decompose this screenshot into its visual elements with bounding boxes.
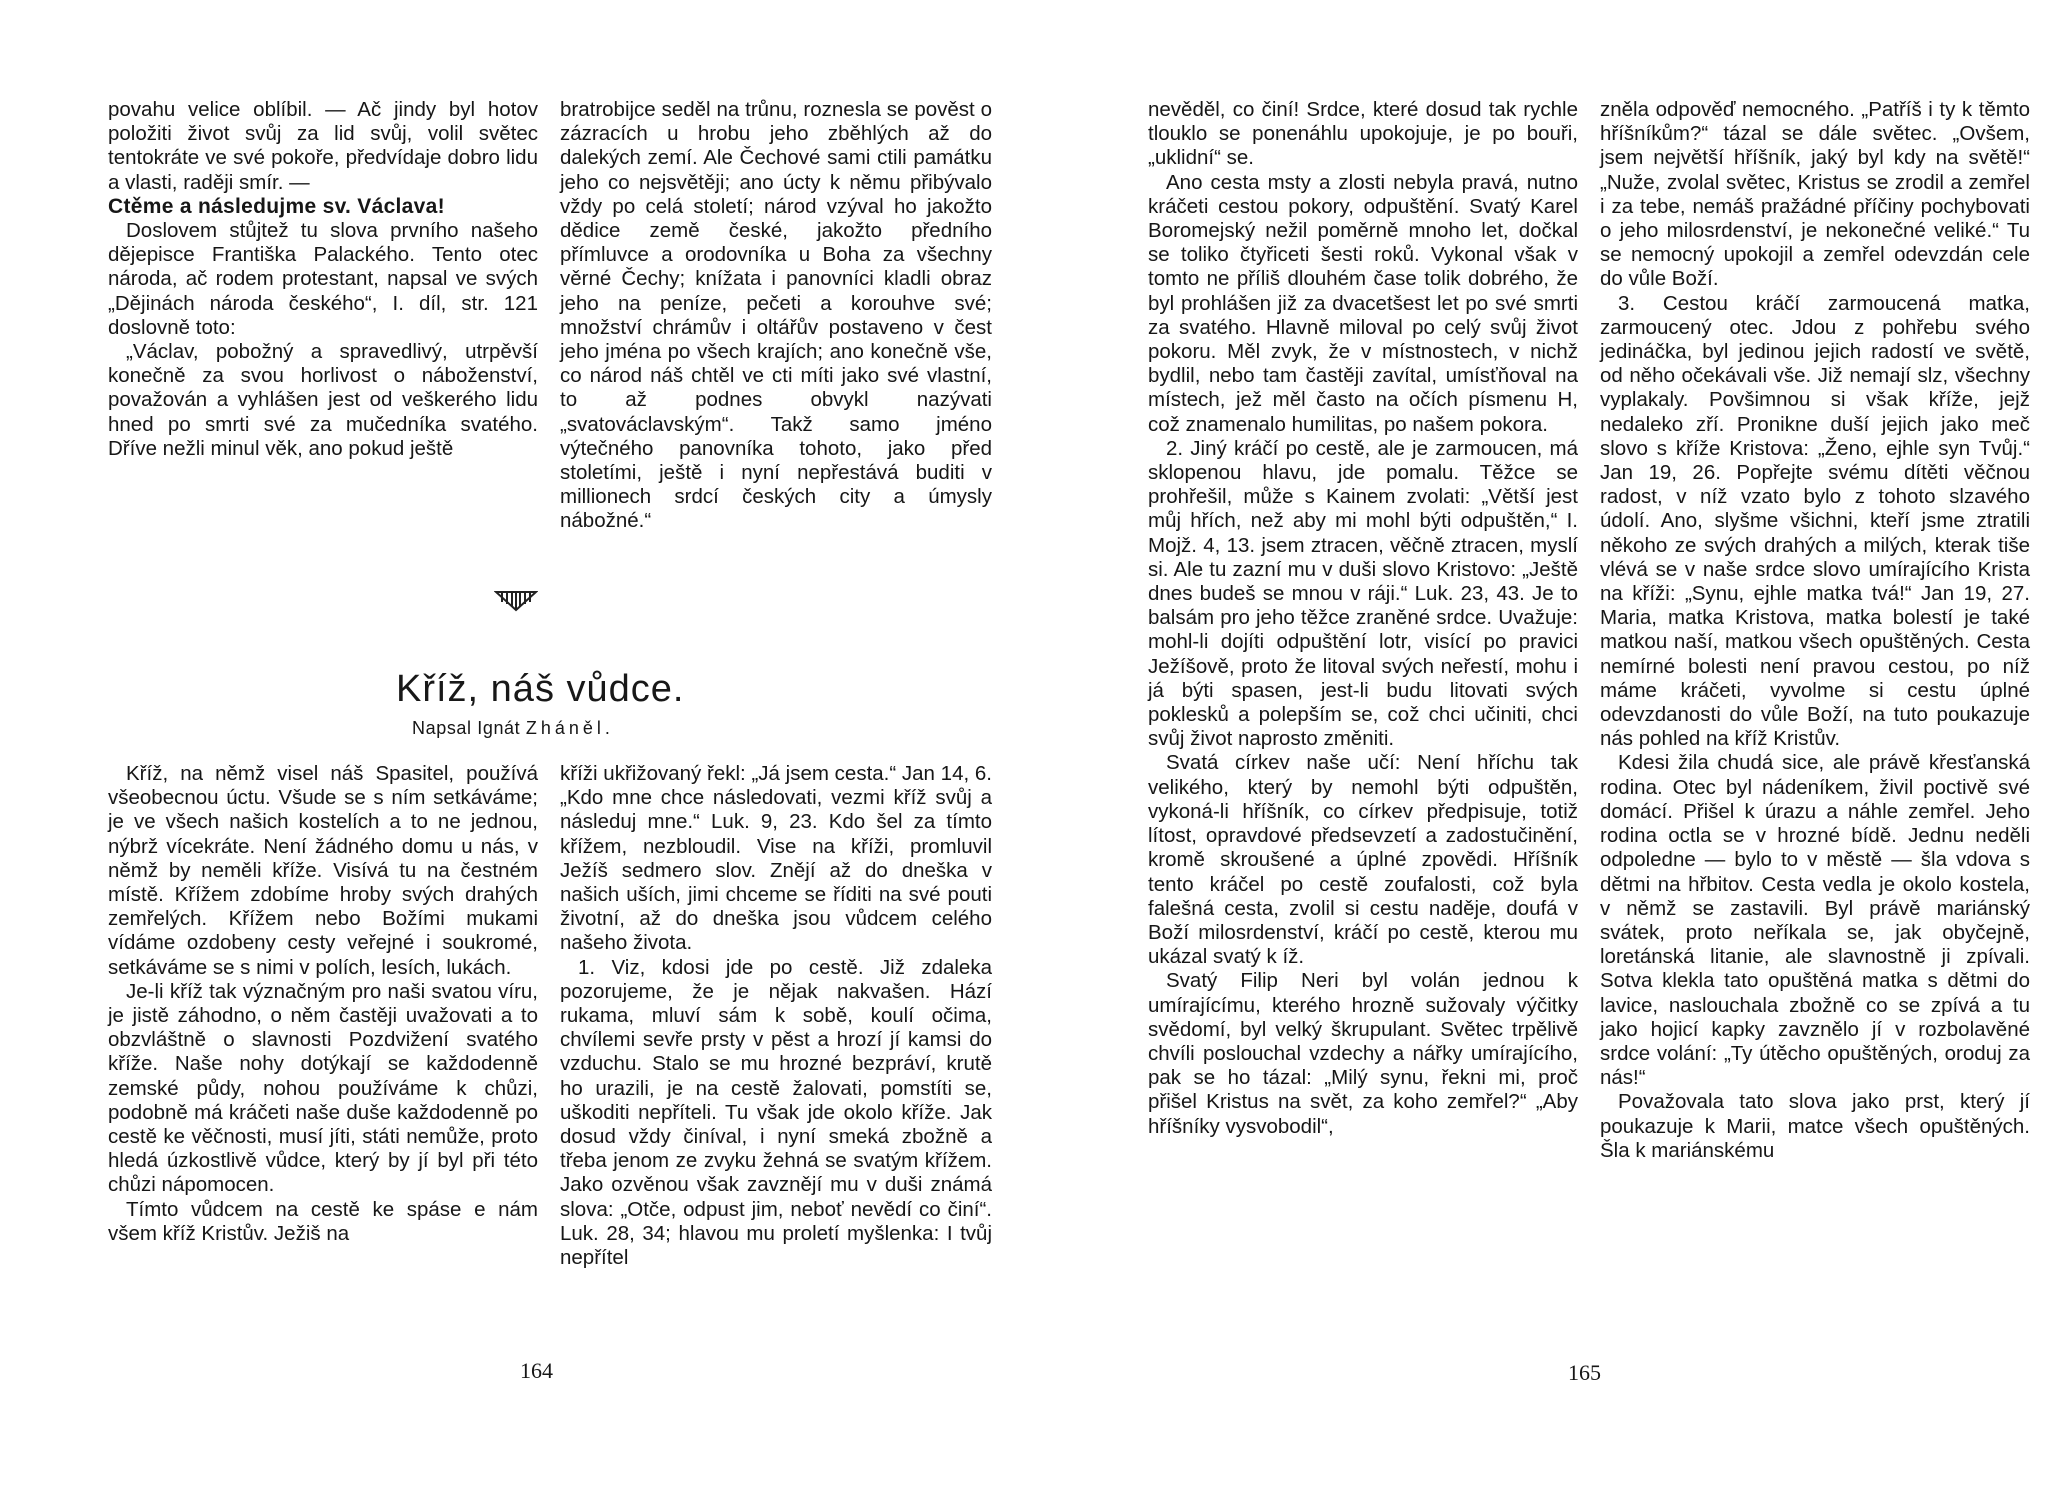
paragraph: kříži ukřižovaný řekl: „Já jsem cesta.“ Jan 14, 6. „Kdo mne chce následovati, vezmi kříž svůj a následuj mne.“ Luk. 9, 23. Kdo šel za tímto křížem, nezbloudil. Vise na kříži, promluvil Ježíš sedmero slov. Znějí až do dneška v našich uších, jimi chceme se říditi na své pouti životní, až do dneška jsou vůdcem celého našeho života. xyxy=(560,762,992,955)
section-heading: Ctěme a následujme sv. Václava! xyxy=(108,194,445,218)
decorative-vignette-icon xyxy=(494,588,538,614)
right-col2 xyxy=(1600,98,2030,1163)
author-name: Zháněl. xyxy=(525,718,614,738)
paragraph: Je-li kříž tak význačným pro naši svatou víru, je jistě záhodno, o něm častěji uvažovati a to obzvláštně o slavnosti Pozdvižení svatého kříže. Naše nohy dotýkají se každodenně zemské půdy, nohou používáme k chůzi, podobně má kráčeti naše duše každodenně po cestě ke věčnosti, musí jíti, státi nemůže, proto hledá úzkostlivě vůdce, který by jí byl při této chůzi nápomocen. xyxy=(108,979,538,1197)
paragraph: Svatý Filip Neri byl volán jednou k umírajícímu, kterého hrozně sužovaly výčitky svědomí, byl velký škrupulant. Světec trpělivě chvíli poslouchal vzdechy a nářky umírajícího, pak se ho tázal: „Milý synu, řekni mi, proč přišel Kristus na svět, za koho zemřel?“ „Aby hříšníky vysvobodil“, xyxy=(1148,969,1578,1138)
paragraph: Kříž, na němž visel náš Spasitel, používá všeobecnou úctu. Všude se s ním setkáváme; je ve všech našich kostelích a to ne jednou, nýbrž vícekráte. Není žádného domu u nás, v němž by neměli kříže. Visívá tu na čestném místě. Křížem zdobíme hroby svých drahých zemřelých. Křížem nebo Božími mukami vídáme ozdobeny cesty veřejné i soukromé, setkáváme se s nimi v polích, lesích, lukách. xyxy=(108,762,538,979)
paragraph: 3. Cestou kráčí zarmoucená matka, zarmoucený otec. Jdou z pohřebu svého jedináčka, byl jedinou jejich radostí ve světě, od něho očekávali vše. Již nemají slz, všechny vyplakaly. Povšimnou si však kříže, jejž nedaleko zří. Pronikne duší jejich jako meč slovo s kříže Kristova: „Ženo, ejhle syn Tvůj.“ Jan 19, 26. Popřejte svému dítěti věčnou radost, v níž vzato bylo z tohoto slzavého údolí. Ano, slyšme všichni, kteří jsme ztratili někoho ze svých drahých a milých, kterak tiše vlévá se v naše srdce slovo umírajícího Krista na kříži: „Synu, ejhle matka tvá!“ Jan 19, 27. Maria, matka Kristova, matka bolestí je také matkou naší, matkou všech opuštěných. Cesta nemírné bolesti není pravou cestou, po níž máme kráčeti, vyvolme si cestu úplné odevzdanosti do vůle Boží, na tuto poukazuje nás pohled na kříž Kristův. xyxy=(1600,291,2030,751)
paragraph: 1. Viz, kdosi jde po cestě. Již zdaleka pozorujeme, že je nějak nakvašen. Hází rukama, mluví sám k sobě, koulí očima, chvílemi sevře prsty v pěst a hrozí jí kamsi do vzduchu. Stalo se mu hrozné bezpráví, krutě ho urazili, je na cestě žalovati, pomstíti se, uškoditi nepříteli. Tu však jde okolo kříže. Jak dosud vždy činíval, i nyní smeká zbožně a třeba jenom ze zvyku žehná se svatým křížem. Jako ozvěnou však zavznějí mu v duši známá slova: „Otče, odpust jim, neboť nevědí co činí“. Luk. 28, 34; hlavou mu proletí myšlenka: I tvůj nepřítel xyxy=(560,955,992,1270)
paragraph: Tímto vůdcem na cestě ke spáse e nám všem kříž Kristův. Ježiš na xyxy=(108,1197,538,1245)
left-col2-top xyxy=(560,98,992,534)
right-col1 xyxy=(1148,98,1578,1139)
paragraph: Kdesi žila chudá sice, ale právě křesťanská rodina. Otec byl nádeníkem, živil poctivě své domácí. Přišel k úrazu a náhle zemřel. Jeho rodina octla se v hrozné bídě. Jednu neděli odpoledne — bylo to v městě — šla vdova s dětmi na hřbitov. Cesta vedla je okolo kostela, v němž se zastavili. Byl právě mariánský svátek, proto neříkala se, jak obyčejně, loretánská litanie, ale slavnostně ji zpívali. Sotva klekla tato opuštěná matka s dětmi do lavice, naslouchala zbožně co se zpívá a tu jako hojicí kapky zavznělo jí v rozbolavěné srdce volání: „Ty útěcho opuštěných, oroduj za nás!“ xyxy=(1600,751,2030,1090)
author-prefix: Napsal Ignát xyxy=(412,718,521,738)
left-col2-bottom xyxy=(560,762,992,1270)
paragraph: povahu velice oblíbil. — Ač jindy byl hotov položiti život svůj za lid svůj, volil světec tentokráte ve své pokoře, předvídaje dobro lidu a vlasti, raději smír. — xyxy=(108,98,538,194)
article-author xyxy=(412,718,614,739)
paragraph: bratrobijce seděl na trůnu, roznesla se pověst o zázracích u hrobu jeho zběhlých až do dalekých zemí. Ale Čechové sami ctili památku jeho co nejsvětěji; ano úcty k němu přibývalo vždy po celá století; národ vzýval ho jakožto dědice země české, jakožto předního přímluvce a orodovníka u Boha za všechny věrné Čechy; knížata i panovníci kladli obraz jeho na peníze, pečeti a korouhve své; množství chrámův i oltářův postaveno v čest jeho jména po všech krajích; ano konečně vše, co národ náš chtěl ve cti míti jako své vlastní, to až podnes obvykl nazývati „svatováclavským“. Takž samo jméno výtečného panovníka tohoto, jako před stoletími, ještě i nyní nepřestává buditi v millionech srdcí českých city a úmysly nábožné.“ xyxy=(560,98,992,533)
paragraph: Ano cesta msty a zlosti nebyla pravá, nutno kráčeti cestou pokory, odpuštění. Svatý Karel Boromejský nežil poměrně mnoho let, dočkal se toliko čtyřiceti šesti roků. Vykonal však v tomto ne příliš dlouhém čase tolik dobrého, že byl prohlášen již za dvacetšest let po své smrti za svatého. Hlavně miloval po celý svůj život pokoru. Měl zvyk, že v místnostech, v nichž bydlil, nebo tam častěji zavítal, umísťňoval na místech, jež měl často na očích písmenu H, což znamenalo humilitas, po našem pokora. xyxy=(1148,170,1578,436)
paragraph: 2. Jiný kráčí po cestě, ale je zarmoucen, má sklopenou hlavu, jde pomalu. Těžce se prohřešil, může s Kainem zvolati: „Větší jest můj hřích, než aby mi mohl býti odpuštěn,“ I. Mojž. 4, 13. jsem ztracen, věčně ztracen, myslí si. Ale tu zazní mu v duši slovo Kristovo: „Ještě dnes budeš se mnou v ráji.“ Luk. 23, 43. Je to balsám pro jeho těžce zraněné srdce. Uvažuje: mohl-li dojíti odpuštění lotr, visící po pravici Ježíšově, proto že litoval svých neřestí, mohu i já býti spasen, jest-li budu litovati svých poklesků a polepším se, což chci učiniti, chci svůj život naprosto změniti. xyxy=(1148,436,1578,751)
left-col1-bottom xyxy=(108,762,538,1246)
paragraph: Svatá církev naše učí: Není hříchu tak velikého, který by nemohl býti odpuštěn, vykoná-li hříšník, co církev předpisuje, totiž lítost, opravdové předsevzetí a zadostučinění, kromě skroušené a úplné zpovědi. Hříšník tento kráčel po cestě zoufalosti, což byla falešná cesta, zvolil si cestu naděje, doufá v Boží milosrdenství, kráčí po cestě, kterou mu ukázal svatý k íž. xyxy=(1148,751,1578,969)
paragraph: „Václav, pobožný a spravedlivý, utrpěvší konečně za svou horlivost o náboženství, považován a vyhlášen jest od veškerého lidu hned po smrti své za mučedníka svatého. Dříve nežli minul věk, ano pokud ještě xyxy=(108,340,538,460)
paragraph: nevěděl, co činí! Srdce, které dosud tak rychle tlouklo se ponenáhlu upokojuje, je po bouři, „uklidní“ se. xyxy=(1148,98,1578,170)
left-col1-top xyxy=(108,98,538,461)
page-number-left: 164 xyxy=(520,1358,553,1383)
article-title: Kříž, náš vůdce. xyxy=(396,668,685,710)
page-number-right: 165 xyxy=(1568,1360,1601,1385)
paragraph: Považovala tato slova jako prst, který jí poukazuje k Marii, matce všech opuštěných. Šla k mariánskému xyxy=(1600,1090,2030,1162)
paragraph: Doslovem stůjtež tu slova prvního našeho dějepisce Františka Palackého. Tento otec národa, ač rodem protestant, napsal ve svých „Dějinách národa českého“, I. díl, str. 121 doslovně toto: xyxy=(108,219,538,339)
paragraph: zněla odpověď nemocného. „Patříš i ty k těmto hříšníkům?“ tázal se dále světec. „Ovšem, jsem největší hříšník, jaký byl kdy na světě!“ „Nuže, zvolal světec, Kristus se zrodil a zemřel i za tebe, nemáš pražádné příčiny pochybovati o jeho milosrdenství, je nekonečné veliké.“ Tu se nemocný upokojil a zemřel odevzdán cele do vůle Boží. xyxy=(1600,98,2030,291)
